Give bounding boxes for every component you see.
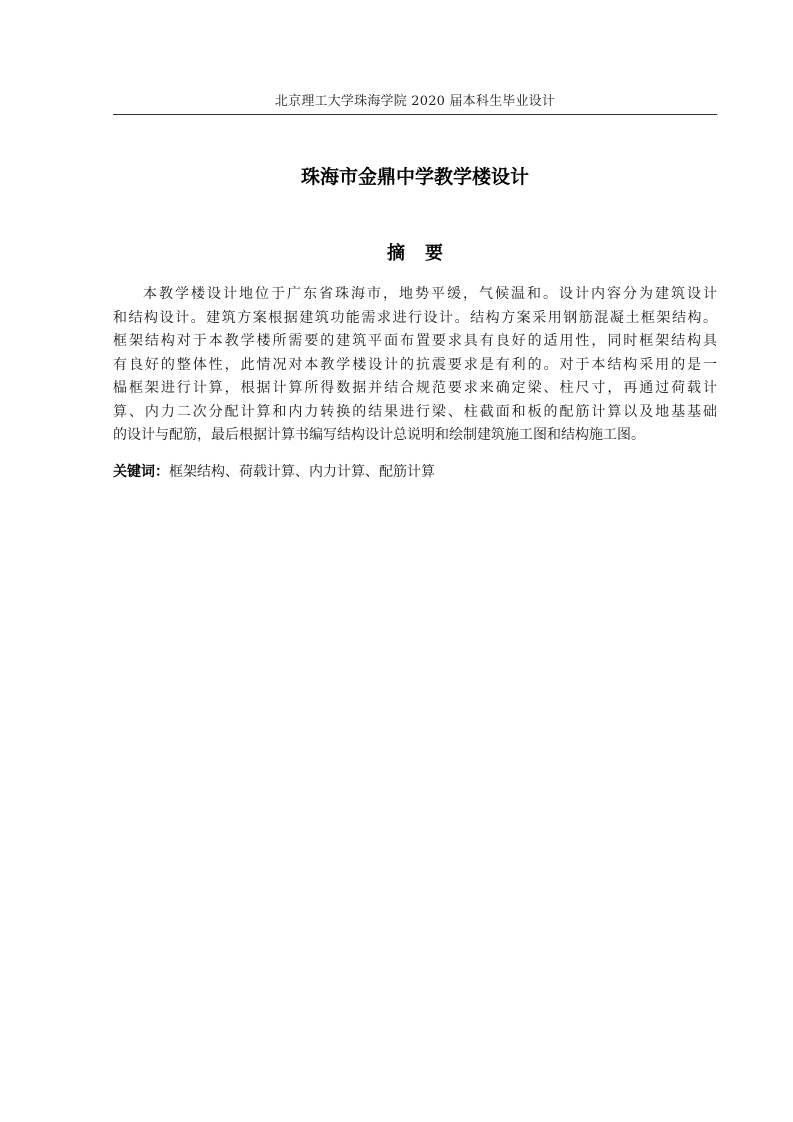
keywords-text: 框架结构、荷载计算、内力计算、配筋计算 [169, 464, 435, 480]
keywords-label: 关键词： [113, 464, 169, 480]
abstract-heading: 摘要 [387, 243, 463, 264]
abstract-paragraph [113, 283, 717, 448]
running-header: 北京理工大学珠海学院 2020 届本科生毕业设计 [274, 94, 556, 109]
abstract-line: 有良好的整体性，此情况对本教学楼设计的抗震要求是有利的。对于本结构采用的是一 [113, 356, 717, 373]
abstract-line: 榀框架进行计算，根据计算所得数据并结合规范要求来确定梁、柱尺寸，再通过荷载计 [113, 380, 717, 396]
abstract-line: 和结构设计。建筑方案根据建筑功能需求进行设计。结构方案采用钢筋混凝土框架结构。 [113, 309, 717, 326]
abstract-line: 本教学楼设计地位于广东省珠海市，地势平缓，气候温和。设计内容分为建筑设计 [143, 286, 717, 302]
document-title: 珠海市金鼎中学教学楼设计 [300, 166, 529, 188]
abstract-line: 的设计与配筋，最后根据计算书编写结构设计总说明和绘制建筑施工图和结构施工图。 [113, 427, 645, 443]
abstract-line: 框架结构对于本教学楼所需要的建筑平面布置要求具有良好的适用性，同时框架结构具 [113, 333, 717, 349]
header-divider [113, 114, 717, 115]
abstract-line: 算、内力二次分配计算和内力转换的结果进行梁、柱截面和板的配筋计算以及地基基础 [113, 403, 717, 420]
keywords-line [113, 461, 717, 484]
